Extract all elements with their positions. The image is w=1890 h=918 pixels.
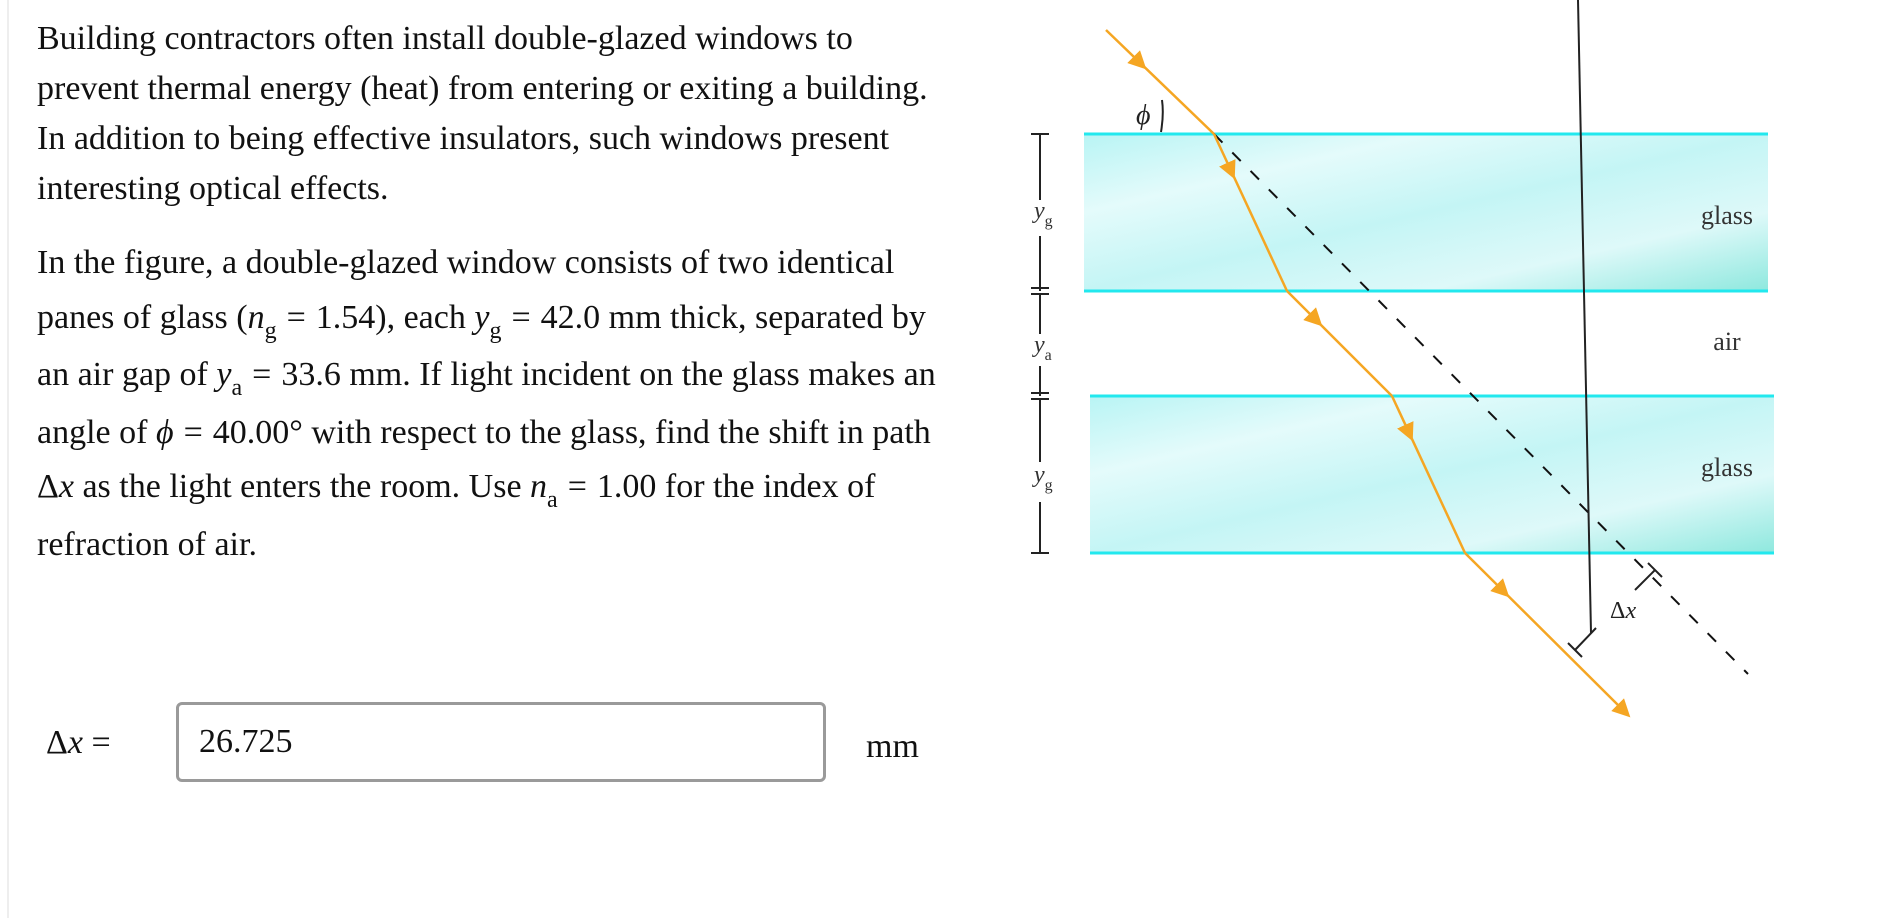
yg-symbol — [474, 298, 502, 344]
yg-subscript: g — [489, 317, 502, 344]
na-symbol — [530, 468, 558, 513]
answer-row — [46, 702, 946, 784]
label-glass-top: glass — [1701, 201, 1753, 230]
refraction-figure — [1000, 0, 1890, 918]
equals-sign: = — [567, 468, 587, 505]
equals-sign: = — [511, 298, 531, 336]
question-paragraph-2 — [37, 236, 957, 572]
n-letter: n — [530, 468, 548, 505]
light-ray — [1106, 30, 1622, 709]
p2-text-a: In the figure, a double-glazed window consists of two identical panes of glass ( — [37, 244, 895, 336]
equals-sign: = — [252, 356, 272, 393]
ya-symbol — [216, 356, 243, 401]
question-text — [37, 14, 957, 594]
dim-yg-top: $y_g$ — [1034, 198, 1053, 230]
equals-sign: = — [286, 298, 306, 336]
ng-subscript: g — [264, 317, 277, 344]
y-letter: y — [216, 356, 232, 393]
answer-input[interactable] — [176, 702, 826, 782]
glass-pane-top — [1084, 134, 1768, 291]
y-letter: y — [474, 298, 490, 336]
shift-label: Δx — [1610, 598, 1637, 624]
glass-pane-bottom — [1090, 396, 1774, 553]
phi-label: ϕ — [1136, 100, 1151, 131]
n-letter: n — [247, 298, 265, 336]
phi-angle-arc — [1161, 100, 1163, 132]
answer-delta: Δ — [46, 724, 68, 761]
na-subscript: a — [547, 487, 558, 513]
question-paragraph-1: Building contractors often install double-glazed windows to prevent thermal energy (heat) from entering or exiting a building. In addition to being effective insulators, such windows present interesting optical effects. — [37, 20, 928, 207]
label-glass-bottom: glass — [1701, 453, 1753, 482]
dim-yg-bottom: $y_g$ — [1034, 462, 1053, 494]
p2-text-b: as the light enters the room. Use — [82, 468, 522, 505]
ng-value: 1.54), each — [315, 298, 466, 336]
answer-unit: mm — [866, 728, 919, 765]
answer-label — [46, 724, 111, 762]
shift-dim-upper — [1635, 570, 1655, 590]
left-border — [7, 0, 9, 918]
na-value: 1.00 for the index of refraction of air. — [37, 468, 876, 563]
equals-sign: = — [183, 413, 203, 451]
label-air: air — [1713, 327, 1741, 356]
answer-x: x — [67, 724, 83, 761]
phi-symbol: ϕ — [155, 413, 174, 451]
shift-dim-lower — [1575, 628, 1596, 650]
ng-symbol — [247, 298, 277, 344]
phi-value: 40.00° with respect to the glass, find the shift in path — [212, 413, 931, 451]
dim-ya: $y_a$ — [1034, 332, 1052, 364]
ya-subscript: a — [231, 375, 243, 401]
delta-symbol: Δ — [37, 468, 59, 505]
answer-equals: = — [91, 724, 111, 761]
x-symbol: x — [58, 468, 74, 505]
yg-value: 42.0 mm thick, separated by an air gap of — [37, 298, 926, 393]
ya-value: 33.6 mm. If light incident on the glass makes an angle of — [37, 356, 936, 451]
